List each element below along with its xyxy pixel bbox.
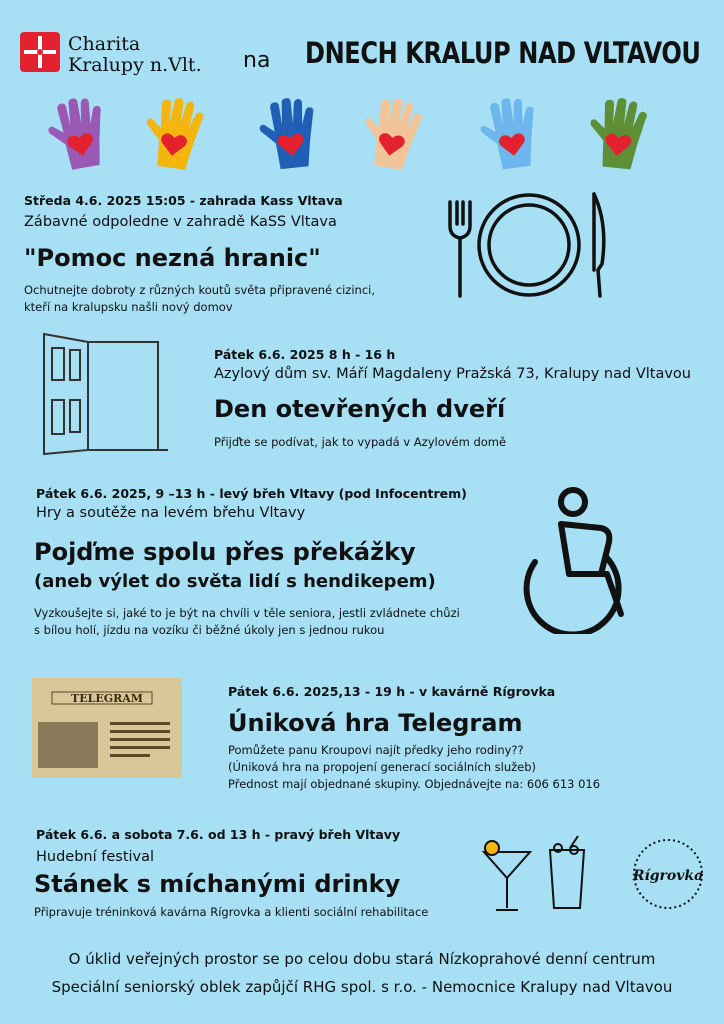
footer-line-1: O úklid veřejných prostor se po celou dobu stará Nízkoprahové denní centrum <box>68 950 656 968</box>
event-date: Středa 4.6. 2025 15:05 - zahrada Kass Vltava <box>24 193 343 208</box>
drinks-icon <box>478 834 710 914</box>
event-title: Den otevřených dveří <box>214 395 506 423</box>
hand-heart-icon <box>140 98 210 170</box>
event-subtitle: Hry a soutěže na levém břehu Vltavy <box>36 505 306 521</box>
event-title: Pojďme spolu přes překážky <box>34 538 416 566</box>
event-description: Ochutnejte dobroty z různých koutů světa připravené cizinci, kteří na kralupsku našli nový domov <box>24 283 376 314</box>
rigrovka-logo-text: Rígrovka <box>632 868 704 884</box>
event-title-secondary: (aneb výlet do světa lidí s hendikepem) <box>34 571 436 592</box>
event-subtitle: Zábavné odpoledne v zahradě KaSS Vltava <box>24 214 337 230</box>
event-description: Pomůžete panu Kroupovi najít předky jeho rodiny?? (Úniková hra na propojení generací sociálních služeb) Přednost mají objednané skupiny. Objednávejte na: 606 613 016 <box>228 743 601 791</box>
hand-heart-icon <box>358 98 428 170</box>
hand-heart-icon <box>476 98 546 170</box>
event-date: Pátek 6.6. a sobota 7.6. od 13 h - pravý břeh Vltavy <box>36 827 401 842</box>
event-date: Pátek 6.6. 2025, 9 –13 h - levý břeh Vltavy (pod Infocentrem) <box>36 486 467 501</box>
telegram-poster-icon <box>32 678 182 778</box>
event-subtitle: Hudební festival <box>36 849 155 865</box>
hand-heart-icon <box>584 98 654 170</box>
event-subtitle: Azylový dům sv. Máří Magdaleny Pražská 73, Kralupy nad Vltavou <box>214 366 691 382</box>
event-title: "Pomoc nezná hranic" <box>24 244 321 272</box>
charita-cross-icon <box>20 32 60 72</box>
charita-logo-text: Charita Kralupy n.Vlt. <box>68 33 202 76</box>
event-description: Přijďte se podívat, jak to vypadá v Azylovém domě <box>214 435 507 449</box>
event-description: Připravuje tréninková kavárna Rígrovka a klienti sociální rehabilitace <box>34 905 429 919</box>
event-title: Úniková hra Telegram <box>228 709 523 737</box>
footer-line-2: Speciální seniorský oblek zapůjčí RHG spol. s r.o. - Nemocnice Kralupy nad Vltavou <box>51 978 673 996</box>
event-date: Pátek 6.6. 2025 8 h - 16 h <box>214 347 396 362</box>
wheelchair-icon <box>503 484 633 634</box>
open-door-icon <box>40 330 170 456</box>
hand-heart-icon <box>255 98 325 170</box>
headline: DNECH KRALUP NAD VLTAVOU <box>305 36 701 70</box>
na-word: na <box>243 48 271 73</box>
plate-cutlery-icon <box>444 190 614 300</box>
telegram-poster-title: TELEGRAM <box>71 692 143 705</box>
event-title: Stánek s míchanými drinky <box>34 870 401 898</box>
hand-heart-icon <box>44 98 114 170</box>
event-date: Pátek 6.6. 2025,13 - 19 h - v kavárně Rígrovka <box>228 684 556 699</box>
event-description: Vyzkoušejte si, jaké to je být na chvíli v těle seniora, jestli zvládnete chůzi s bílou holí, jízdu na vozíku či běžné úkoly jen s jednou rukou <box>34 606 460 637</box>
